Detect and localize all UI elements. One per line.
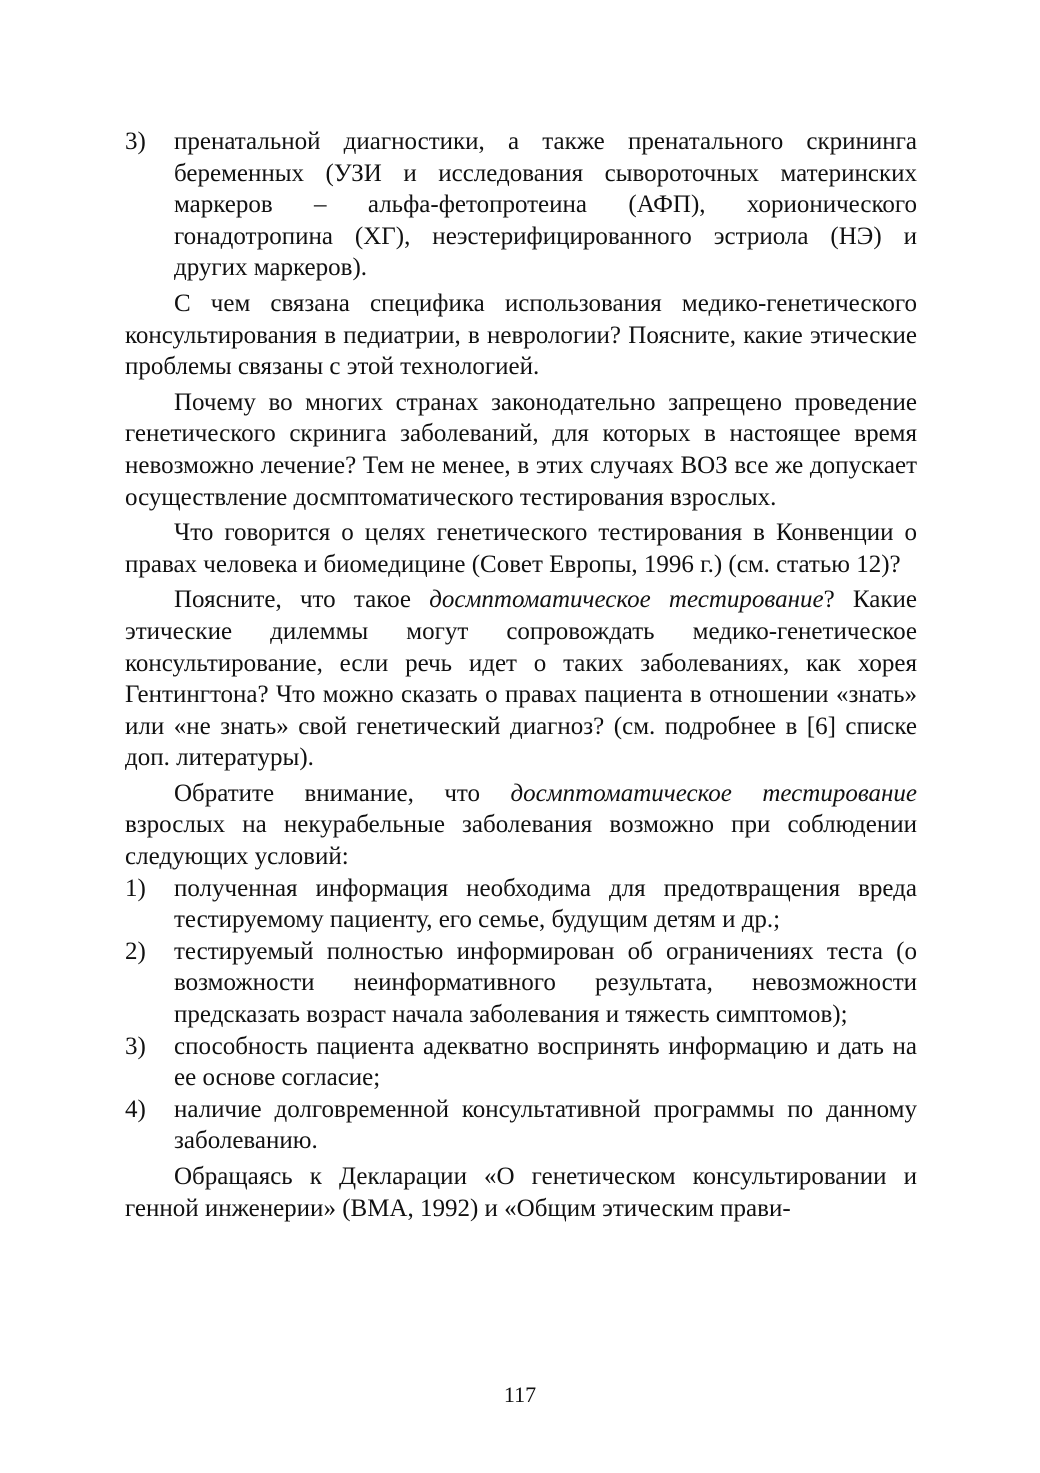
condition-item xyxy=(125,873,917,936)
list-item-text: способность пациента адекватно воспринять информацию и дать на ее основе согласие; xyxy=(174,1032,917,1092)
list-item-top xyxy=(125,126,917,284)
list-item-text: пренатальной диагностики, а также пренатального скрининга беременных (УЗИ и исследования сывороточных материнских маркеров – альфа-фетопротеина (АФП), хорионического гонадотропина (ХГ), неэстерифицированного эстриола (НЭ) и других маркеров). xyxy=(174,128,917,282)
paragraph-screening-ban: Почему во многих странах законодательно запрещено проведение генетического скринига заболеваний, для которых в настоящее время невозможно лечение? Тем не менее, в этих случаях ВОЗ все же допускает осуществление досмптоматического тестирования взрослых. xyxy=(125,388,917,511)
paragraph-text: Обратите внимание, что xyxy=(174,779,511,807)
condition-item xyxy=(125,936,917,1031)
paragraph-conditions-intro xyxy=(125,778,917,873)
paragraph-pediatrics-question: С чем связана специфика использования медико-генетического консультирования в педиатрии, в неврологии? Поясните, какие этические проблемы связаны с этой технологией. xyxy=(125,289,917,381)
paragraph-text: ? Какие этические дилеммы могут сопровождать медико-генетическое консультирование, если речь идет о таких заболеваниях, как хорея Гентингтона? Что можно сказать о правах пациента в отношении «знать» или «не знать» свой генетический диагноз? (см. подробнее в [6] списке доп. литературы). xyxy=(125,586,917,772)
list-item-text: тестируемый полностью информирован об ограничениях теста (о возможности неинформативного результата, невозможности предсказать возраст начала заболевания и тяжесть симптомов); xyxy=(174,937,917,1029)
page-body xyxy=(125,126,917,1224)
list-number: 2) xyxy=(125,937,146,965)
list-item-text: полученная информация необходима для предотвращения вреда тестируемому пациенту, его семье, будущим детям и др.; xyxy=(174,874,917,934)
condition-item xyxy=(125,1094,917,1157)
paragraph-text: взрослых на некурабельные заболевания возможно при соблюдении следующих условий: xyxy=(125,811,917,871)
list-number: 1) xyxy=(125,874,146,902)
paragraph-text: Поясните, что такое xyxy=(174,586,430,614)
paragraph-presymptomatic-question xyxy=(125,584,917,774)
paragraph-convention-question: Что говорится о целях генетического тестирования в Конвенции о правах человека и биомедицине (Совет Европы, 1996 г.) (см. статью 12)? xyxy=(125,519,917,578)
italic-term: досмптоматическое тестирование xyxy=(510,779,917,807)
italic-term: досмптоматическое тестирование xyxy=(429,586,824,614)
page-number: 117 xyxy=(503,1382,537,1407)
list-item-text: наличие долговременной консультативной программы по данному заболеванию. xyxy=(174,1095,917,1155)
paragraph-declaration: Обращаясь к Декларации «О генетическом консультировании и генной инженерии» (ВМА, 1992) и «Общим этическим прави- xyxy=(125,1163,917,1222)
list-number: 3) xyxy=(125,1032,146,1060)
condition-item xyxy=(125,1031,917,1094)
list-number: 3) xyxy=(125,128,146,155)
list-number: 4) xyxy=(125,1095,146,1123)
